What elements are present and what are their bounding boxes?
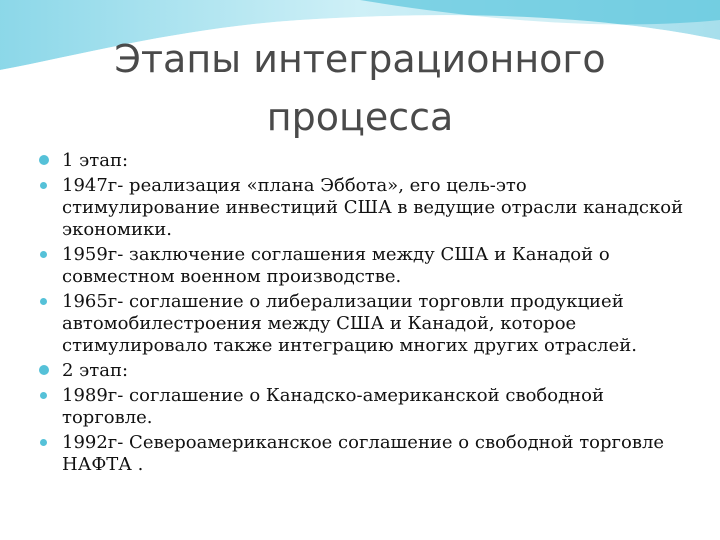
list-item-text: 1992г- Североамериканское соглашение о свободной торговле НАФТА .: [62, 432, 665, 475]
slide-title: [60, 30, 660, 146]
list-item-1965: [40, 291, 690, 357]
list-item-1992: [40, 432, 690, 476]
bullet-icon: [39, 155, 49, 165]
title-line-1: Этапы интеграционного: [114, 37, 606, 81]
bullet-list: [40, 150, 690, 479]
bullet-icon: [40, 251, 47, 258]
list-item-1947: [40, 175, 690, 241]
list-item-text: 2 этап:: [62, 360, 129, 381]
list-item-text: 1 этап:: [62, 150, 129, 171]
list-item-1989: [40, 385, 690, 429]
list-item-stage-2: [40, 360, 690, 382]
list-item-text: 1965г- соглашение о либерализации торговли продукцией автомобилестроения между США и Канадой, которое стимулировало также интеграцию многих других отраслей.: [62, 291, 637, 356]
bullet-icon: [40, 439, 47, 446]
bullet-icon: [40, 298, 47, 305]
list-item-text: 1959г- заключение соглашения между США и Канадой о совместном военном производстве.: [62, 244, 610, 287]
list-item-1959: [40, 244, 690, 288]
title-line-2: процесса: [266, 95, 454, 139]
list-item-text: 1989г- соглашение о Канадско-американской свободной торговле.: [62, 385, 605, 428]
bullet-icon: [40, 392, 47, 399]
list-item-text: 1947г- реализация «плана Эббота», его цель-это стимулирование инвестиций США в ведущие отрасли канадской экономики.: [62, 175, 684, 240]
list-item-stage-1: [40, 150, 690, 172]
bullet-icon: [39, 365, 49, 375]
bullet-icon: [40, 182, 47, 189]
